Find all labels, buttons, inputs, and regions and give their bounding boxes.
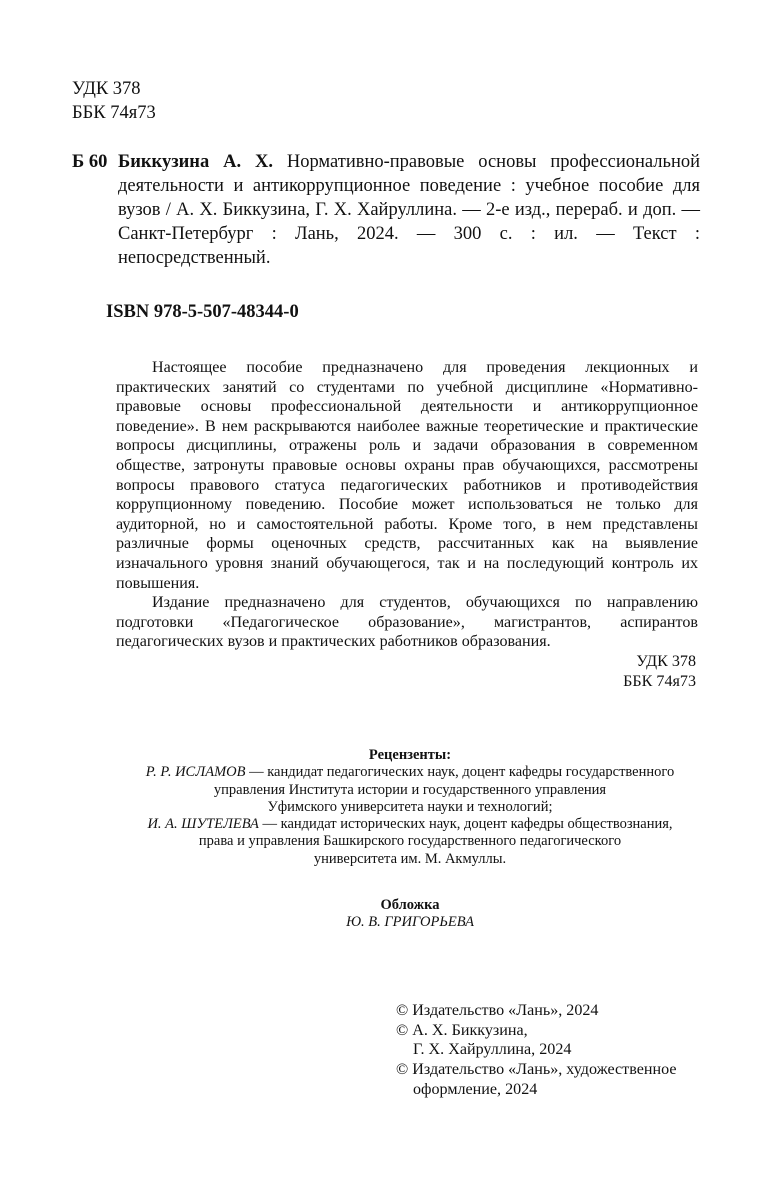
- copyright-line: © А. Х. Биккузина,: [396, 1021, 528, 1039]
- copyright-line: © Издательство «Лань», 2024: [396, 1002, 599, 1019]
- bibliographic-record: [72, 150, 700, 270]
- reviewer-name: И. А. ШУТЕЛЕВА: [147, 816, 259, 833]
- cover-credit: [80, 897, 740, 932]
- classification-codes-footer: [623, 652, 696, 692]
- udk-code: УДК 378: [72, 79, 141, 99]
- reviewer-name: Р. Р. ИСЛАМОВ: [145, 764, 246, 781]
- author-name: Биккузина А. Х.: [118, 152, 273, 172]
- cover-designer: Ю. В. ГРИГОРЬЕВА: [346, 914, 474, 931]
- isbn: ISBN 978-5-507-48344-0: [106, 302, 299, 322]
- author-sign: Б 60: [72, 152, 108, 172]
- reviewer-entry: Р. Р. ИСЛАМОВ — кандидат педагогических наук, доцент кафедры государственного: [145, 764, 675, 781]
- copyright-line: оформление, 2024: [413, 1080, 538, 1098]
- annotation-paragraph: Издание предназначено для студентов, обучающихся по направлению подготовки «Педагогическое образование», магистрантов, аспирантов педагогических вузов и практических работников образования.: [116, 594, 698, 651]
- copyright-block: [396, 1001, 676, 1100]
- annotation-paragraph: Настоящее пособие предназначено для проведения лекционных и практических занятий со студентами по учебной дисциплине «Нормативно-правовые основы профессиональной деятельности и антикоррупционное поведение». В нем раскрываются наиболее важные теоретические и практические вопросы дисциплины, отражены роль и задачи образования в современном обществе, затронуты правовые основы охраны прав обучающихся, рассмотрены вопросы правового статуса педагогических работников и противодействия коррупционному поведению. Пособие может использоваться не только для аудиторной, но и самостоятельной работы. Кроме того, в нем представлены различные формы оценочных средств, рассчитанных как на выявление изначального уровня знаний обучающегося, так и на последующий контроль их повышения.: [116, 359, 698, 592]
- udk-code: УДК 378: [636, 653, 696, 670]
- copyright-line: Г. Х. Хайруллина, 2024: [413, 1041, 572, 1059]
- bibliographic-description: [118, 150, 700, 270]
- bbk-code: ББК 74я73: [623, 673, 696, 690]
- bbk-code: ББК 74я73: [72, 103, 156, 123]
- classification-codes: [72, 77, 156, 125]
- copyright-line: © Издательство «Лань», художественное: [396, 1061, 677, 1079]
- reviewer-entry: И. А. ШУТЕЛЕВА — кандидат исторических наук, доцент кафедры обществознания,: [147, 816, 673, 833]
- reviewers-block: Рецензенты: Р. Р. ИСЛАМОВ — кандидат педагогических наук, доцент кафедры государственного управления Института истории и государственного управления Уфимского университета науки и технологий; И. А. ШУТЕЛЕВА — кандидат исторических наук, доцент кафедры обществознания, права и управления Башкирского государственного педагогического университета им. М. Акмуллы.: [80, 747, 740, 868]
- annotation: [116, 358, 698, 652]
- book-description: Нормативно-правовые основы профессиональной деятельности и антикоррупционное поведение : учебное пособие для вузов / А. Х. Биккузина, Г. Х. Хайруллина. — 2-е изд., перераб. и доп. — Санкт-Петербург : Лань, 2024. — 300 с. : ил. — Текст : непосредственный.: [118, 152, 701, 268]
- cover-heading: Обложка: [380, 897, 440, 913]
- reviewers-heading: Рецензенты:: [368, 747, 452, 763]
